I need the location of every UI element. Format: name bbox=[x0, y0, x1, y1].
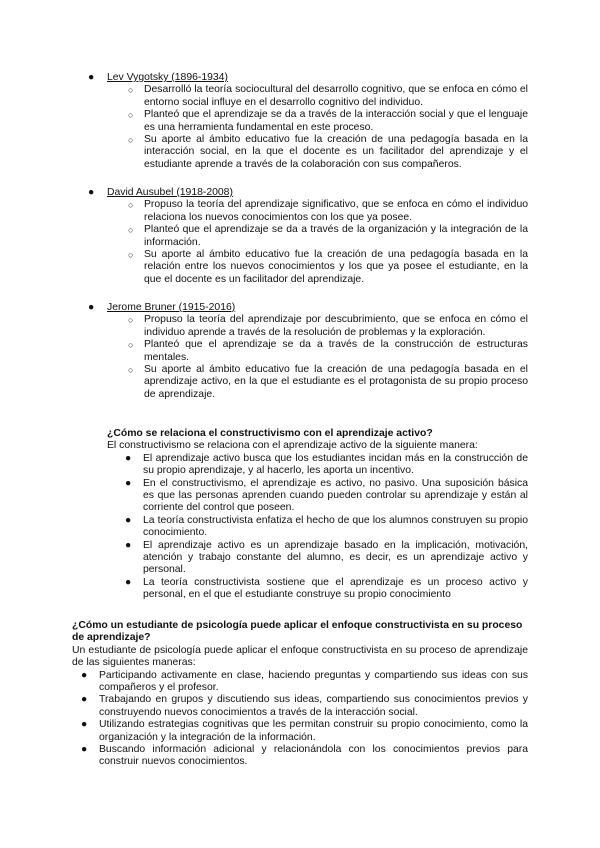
point-text: Planteó que el aprendizaje se da a través de la organización y la integración de la información. bbox=[144, 224, 528, 248]
section-heading: ¿Cómo se relaciona el constructivismo con el aprendizaje activo? bbox=[107, 428, 433, 439]
author-name: Lev Vygotsky (1896-1934) bbox=[107, 72, 228, 83]
section-intro: El constructivismo se relaciona con el aprendizaje activo de la siguiente manera: bbox=[107, 440, 478, 452]
point-text: Planteó que el aprendizaje se da a través de la interacción social y que el lenguaje es una herramienta fundamental en este proceso. bbox=[144, 109, 528, 133]
author-point bbox=[0, 314, 600, 339]
author-name: Jerome Bruner (1915-2016) bbox=[107, 302, 236, 313]
author-point bbox=[0, 224, 600, 249]
section-list bbox=[72, 670, 528, 769]
author-point bbox=[0, 199, 600, 224]
author-heading bbox=[0, 72, 600, 84]
section-intro: Un estudiante de psicología puede aplicar el enfoque constructivista en su proceso de aprendizaje de las siguientes maneras: bbox=[72, 644, 528, 669]
point-text: Su aporte al ámbito educativo fue la creación de una pedagogía basada en la interacción social, en la que el docente es un facilitador del aprendizaje y el estudiante aprende a través de la colaboración con sus compañeros. bbox=[144, 134, 528, 170]
author-points bbox=[0, 84, 600, 171]
list-item bbox=[72, 719, 528, 744]
list-item bbox=[107, 515, 528, 540]
circle-bullet-icon: ○ bbox=[128, 110, 134, 121]
author-point bbox=[0, 84, 600, 109]
point-text: Su aporte al ámbito educativo fue la creación de una pedagogía basada en la relación entre los nuevos conocimientos y los que ya posee el estudiante, en la que el docente es un facilitador del aprendizaje. bbox=[144, 249, 528, 285]
section-active-learning bbox=[107, 428, 528, 602]
item-text: La teoría constructivista enfatiza el hecho de que los alumnos construyen su propio conocimiento. bbox=[143, 514, 528, 539]
author-point bbox=[0, 364, 600, 401]
circle-bullet-icon: ○ bbox=[128, 200, 134, 211]
bullet-icon: ● bbox=[125, 539, 132, 551]
circle-bullet-icon: ○ bbox=[128, 135, 134, 146]
author-point bbox=[0, 249, 600, 286]
author-points bbox=[0, 314, 600, 401]
bullet-icon: ● bbox=[88, 187, 95, 198]
bullet-icon: ● bbox=[88, 72, 95, 83]
author-point bbox=[0, 339, 600, 364]
item-text: Buscando información adicional y relacionándola con los conocimientos previos para construir nuevos conocimientos. bbox=[99, 744, 528, 768]
list-item bbox=[72, 694, 528, 719]
author-block-vygotsky bbox=[0, 72, 600, 171]
author-block-ausubel bbox=[0, 187, 600, 286]
bullet-icon: ● bbox=[125, 514, 132, 526]
point-text: Desarrolló la teoría sociocultural del desarrollo cognitivo, que se enfoca en cómo el entorno social influye en el desarrollo cognitivo del individuo. bbox=[144, 84, 528, 108]
author-point bbox=[0, 134, 600, 171]
circle-bullet-icon: ○ bbox=[128, 340, 134, 351]
circle-bullet-icon: ○ bbox=[128, 250, 134, 261]
section-psychology-student bbox=[72, 620, 528, 769]
circle-bullet-icon: ○ bbox=[128, 85, 134, 96]
point-text: Propuso la teoría del aprendizaje por descubrimiento, que se enfoca en cómo el individuo aprende a través de la resolución de problemas y la exploración. bbox=[144, 314, 528, 338]
author-heading bbox=[0, 302, 600, 314]
bullet-icon: ● bbox=[81, 669, 88, 681]
section-list bbox=[107, 453, 528, 602]
item-text: Utilizando estrategias cognitivas que les permitan construir su propio conocimiento, como la organización y la integración de la información. bbox=[99, 719, 528, 743]
list-item bbox=[72, 744, 528, 769]
item-text: El aprendizaje activo es un aprendizaje basado en la implicación, motivación, atención y trabajo constante del alumno, es decir, es un aprendizaje activo y personal. bbox=[143, 539, 528, 576]
circle-bullet-icon: ○ bbox=[128, 225, 134, 236]
bullet-icon: ● bbox=[125, 576, 132, 588]
bullet-icon: ● bbox=[88, 302, 95, 313]
item-text: Trabajando en grupos y discutiendo sus ideas, compartiendo sus conocimientos previos y construyendo nuevos conocimientos a través de la interacción social. bbox=[99, 694, 528, 718]
list-item bbox=[107, 478, 528, 515]
bullet-icon: ● bbox=[125, 477, 132, 489]
author-point bbox=[0, 109, 600, 134]
circle-bullet-icon: ○ bbox=[128, 315, 134, 326]
author-block-bruner bbox=[0, 302, 600, 401]
point-text: Su aporte al ámbito educativo fue la creación de una pedagogía basada en el aprendizaje activo, en la que el estudiante es el protagonista de su propio proceso de aprendizaje. bbox=[144, 364, 528, 400]
circle-bullet-icon: ○ bbox=[128, 365, 134, 376]
item-text: En el constructivismo, el aprendizaje es activo, no pasivo. Una suposición básica es que las personas aprenden cuando pueden controlar su aprendizaje y están al corriente del control que poseen. bbox=[143, 477, 528, 514]
section-heading: ¿Cómo un estudiante de psicología puede aplicar el enfoque constructivista en su proceso de aprendizaje? bbox=[72, 620, 523, 644]
author-points bbox=[0, 199, 600, 286]
bullet-icon: ● bbox=[125, 452, 132, 464]
list-item bbox=[107, 577, 528, 602]
item-text: El aprendizaje activo busca que los estudiantes incidan más en la construcción de su propio aprendizaje, y al hacerlo, les aporta un incentivo. bbox=[143, 452, 528, 477]
bullet-icon: ● bbox=[81, 719, 88, 731]
list-item bbox=[72, 670, 528, 695]
point-text: Propuso la teoría del aprendizaje significativo, que se enfoca en cómo el individuo relaciona los nuevos conocimientos con los que ya posee. bbox=[144, 199, 528, 223]
list-item bbox=[107, 540, 528, 577]
list-item bbox=[107, 453, 528, 478]
bullet-icon: ● bbox=[81, 694, 88, 706]
author-heading bbox=[0, 187, 600, 199]
item-text: Participando activamente en clase, haciendo preguntas y compartiendo sus ideas con sus compañeros y el profesor. bbox=[99, 669, 528, 694]
item-text: La teoría constructivista sostiene que el aprendizaje es un proceso activo y personal, en el que el estudiante construye su propio conocimiento bbox=[143, 576, 528, 601]
bullet-icon: ● bbox=[81, 744, 88, 756]
author-name: David Ausubel (1918-2008) bbox=[107, 187, 233, 198]
point-text: Planteó que el aprendizaje se da a través de la construcción de estructuras mentales. bbox=[144, 339, 528, 363]
